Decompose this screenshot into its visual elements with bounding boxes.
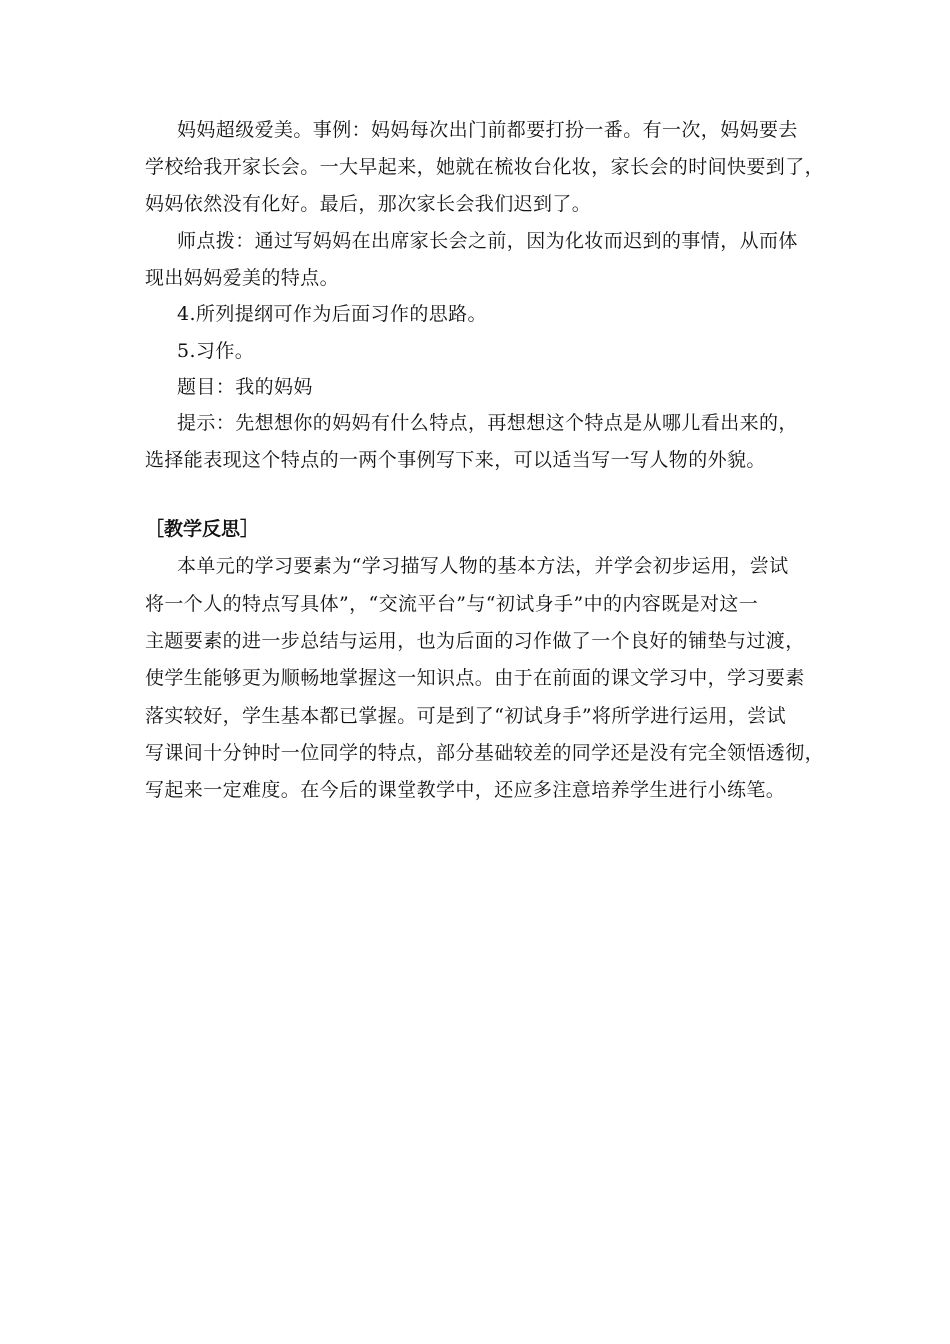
reflection-line-6: 写课间十分钟时一位同学的特点，部分基础较差的同学还是没有完全领悟透彻， (145, 742, 825, 764)
reflection-line-5: 落实较好，学生基本都已掌握。可是到了“初试身手”将所学进行运用，尝试 (145, 705, 787, 727)
story-line-3: 妈妈依然没有化好。最后，那次家长会我们迟到了。 (145, 193, 592, 215)
reflection-heading: ［教学反思］ (145, 518, 260, 540)
topic: 题目：我的妈妈 (177, 376, 313, 398)
teacher-note-line-1: 师点拨：通过写妈妈在出席家长会之前，因为化妆而迟到的事情，从而体 (177, 230, 798, 252)
reflection-line-1: 本单元的学习要素为“学习描写人物的基本方法，并学会初步运用，尝试 (177, 555, 789, 577)
reflection-line-7: 写起来一定难度。在今后的课堂教学中，还应多注意培养学生进行小练笔。 (145, 779, 786, 801)
hint-line-1: 提示：先想想你的妈妈有什么特点，再想想这个特点是从哪儿看出来的， (177, 412, 798, 434)
step-5: 5.习作。 (177, 340, 255, 362)
reflection-line-4: 使学生能够更为顺畅地掌握这一知识点。由于在前面的课文学习中，学习要素 (145, 667, 805, 689)
story-line-1: 妈妈超级爱美。事例：妈妈每次出门前都要打扮一番。有一次，妈妈要去 (177, 119, 798, 141)
step-4: 4.所列提纲可作为后面习作的思路。 (177, 303, 487, 325)
hint-line-2: 选择能表现这个特点的一两个事例写下来，可以适当写一写人物的外貌。 (145, 449, 766, 471)
teacher-note-line-2: 现出妈妈爱美的特点。 (145, 267, 340, 289)
reflection-line-3: 主题要素的进一步总结与运用，也为后面的习作做了一个良好的铺垫与过渡， (145, 630, 805, 652)
story-line-2: 学校给我开家长会。一大早起来，她就在梳妆台化妆，家长会的时间快要到了， (145, 156, 825, 178)
reflection-line-2: 将一个人的特点写具体”，“交流平台”与“初试身手”中的内容既是对这一 (145, 593, 759, 615)
